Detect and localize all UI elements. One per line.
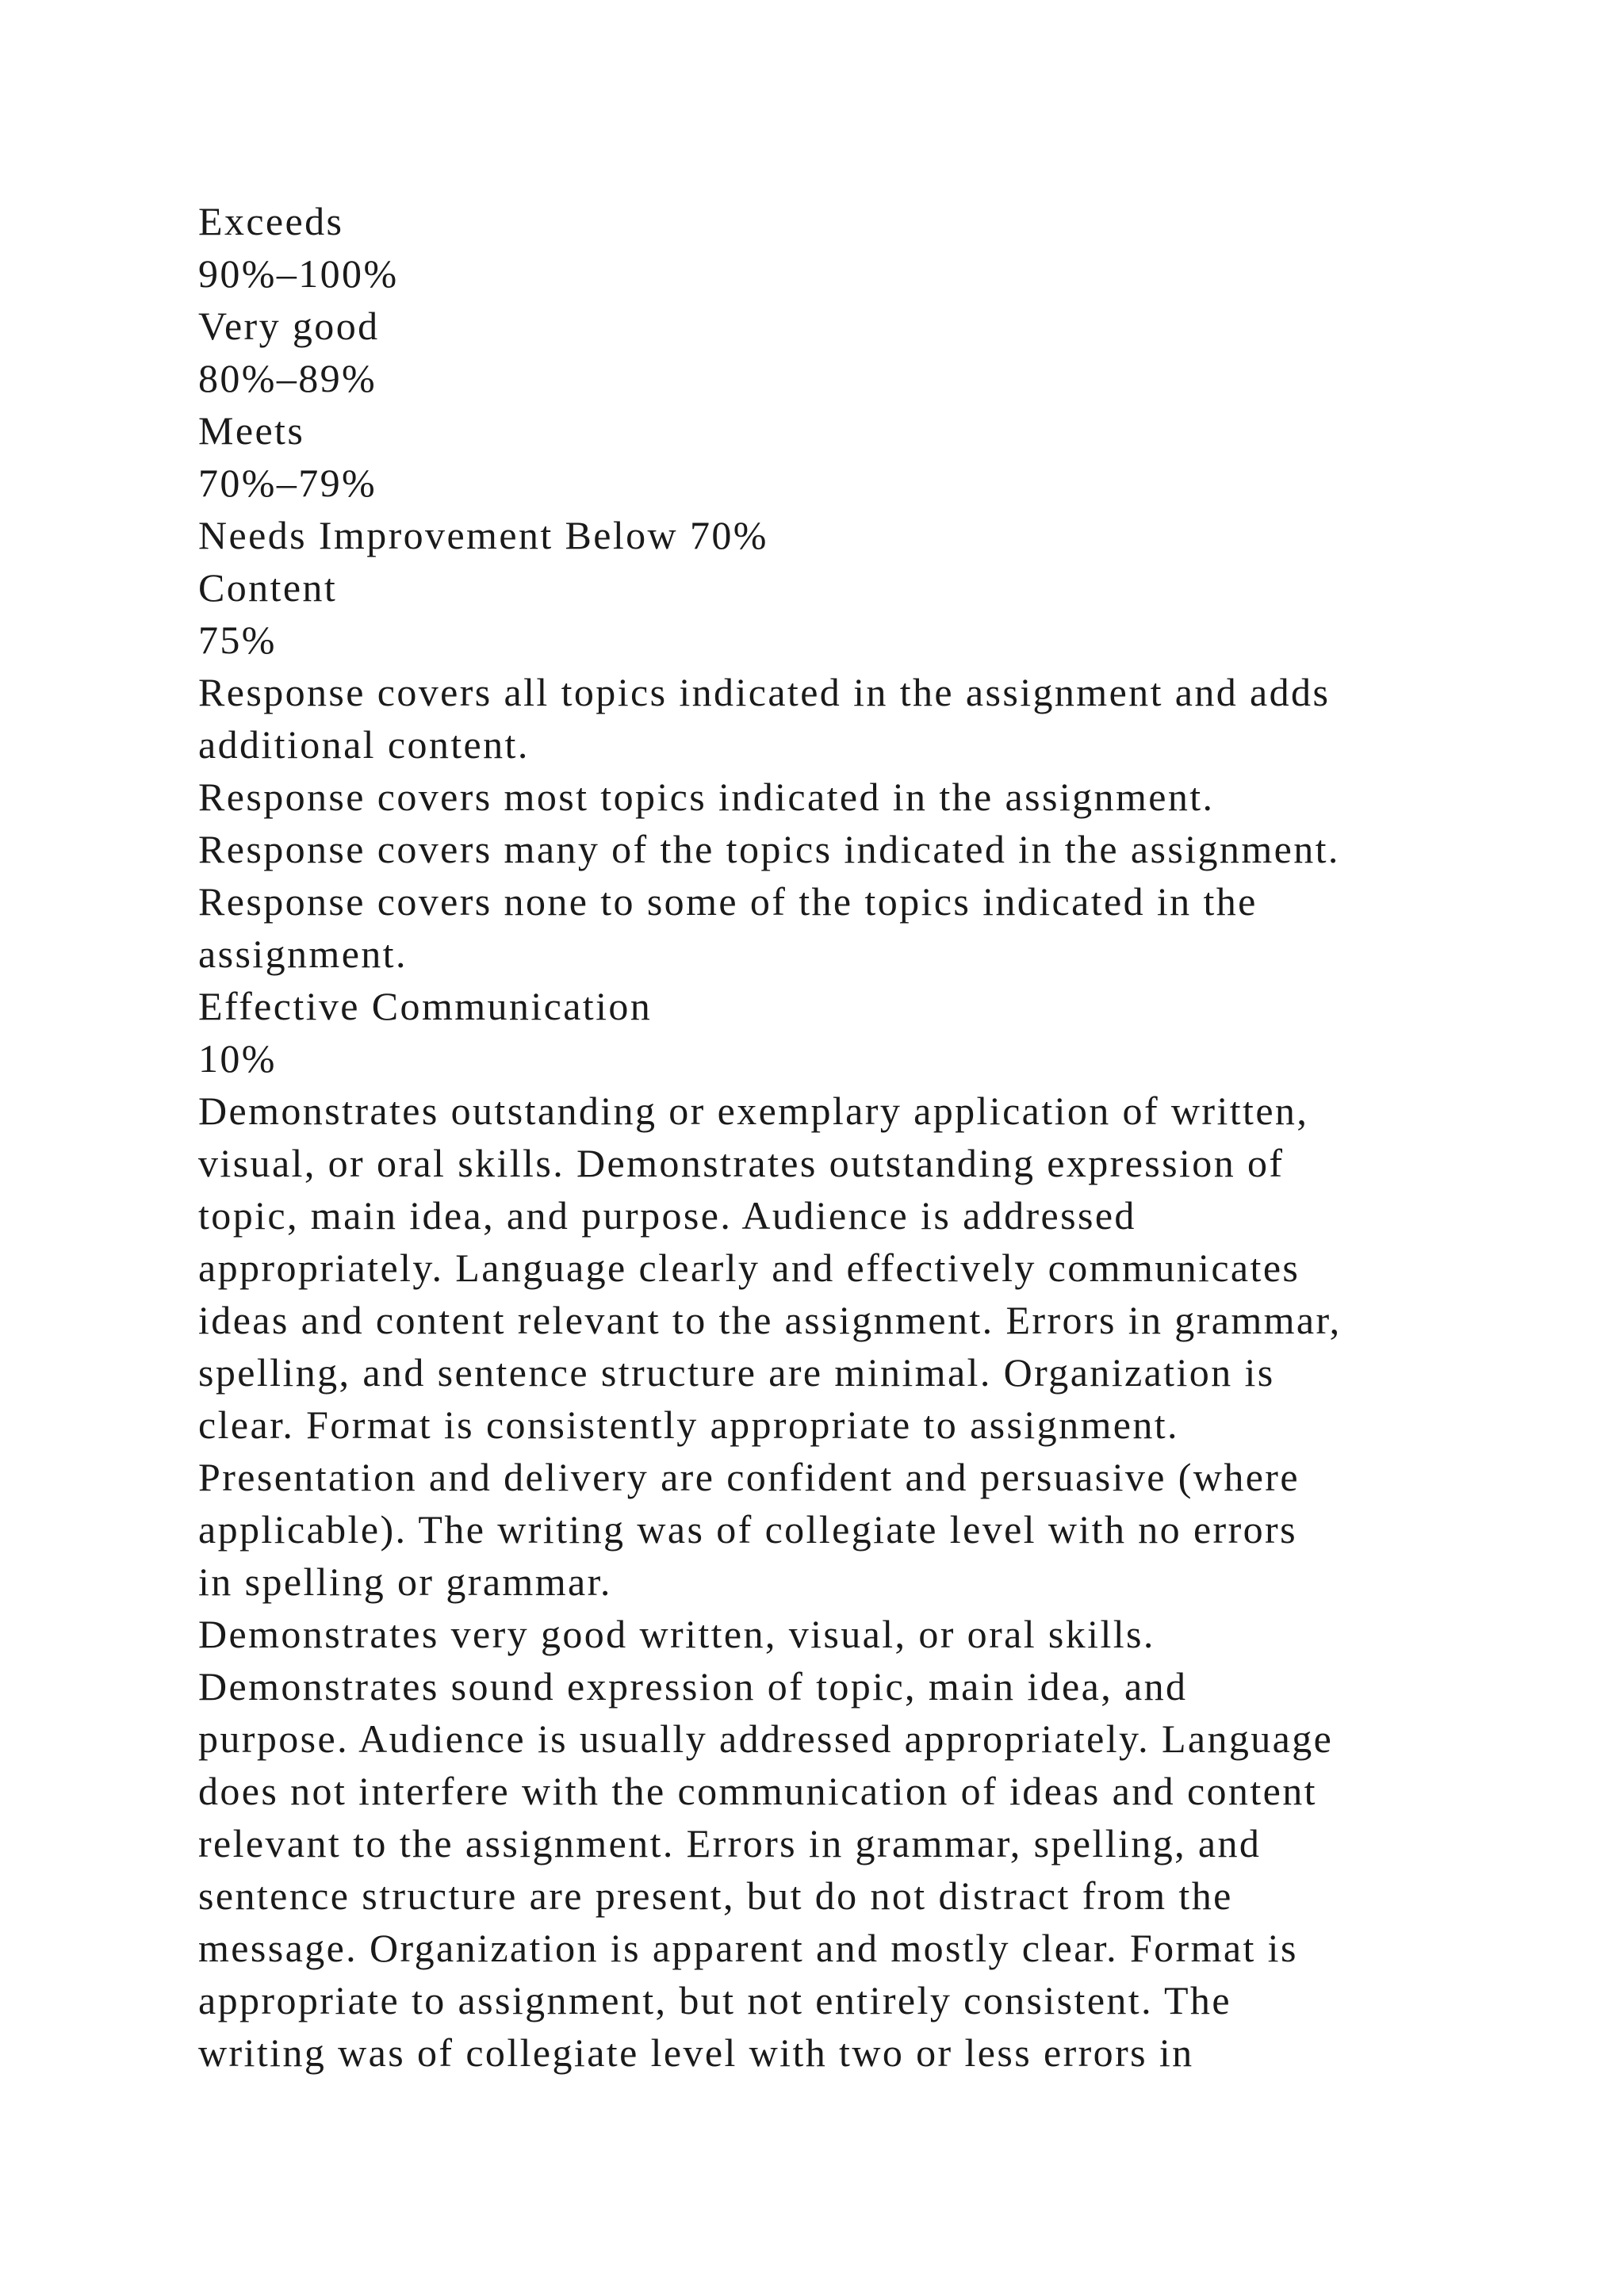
criterion-communication-weight: 10% bbox=[198, 1036, 277, 1081]
communication-very-good-text: Demonstrates very good written, visual, or oral skills. bbox=[198, 1612, 1155, 1656]
communication-very-good-text: writing was of collegiate level with two or less errors in bbox=[198, 2030, 1194, 2075]
communication-exceeds-text: in spelling or grammar. bbox=[198, 1559, 612, 1604]
criterion-content-title: Content bbox=[198, 565, 338, 610]
communication-very-good-text: relevant to the assignment. Errors in grammar, spelling, and bbox=[198, 1821, 1262, 1866]
rating-exceeds-range: 90%–100% bbox=[198, 251, 399, 296]
rating-needs-improvement: Needs Improvement Below 70% bbox=[198, 513, 768, 557]
content-meets-text: Response covers many of the topics indicated in the assignment. bbox=[198, 827, 1340, 871]
communication-exceeds-text: clear. Format is consistently appropriate to assignment. bbox=[198, 1402, 1179, 1447]
communication-exceeds-text: topic, main idea, and purpose. Audience is addressed bbox=[198, 1193, 1136, 1238]
content-exceeds-text: additional content. bbox=[198, 722, 530, 767]
content-needs-improvement-text: assignment. bbox=[198, 932, 408, 976]
rating-very-good-label: Very good bbox=[198, 304, 380, 348]
communication-very-good-text: sentence structure are present, but do not distract from the bbox=[198, 1873, 1233, 1918]
communication-very-good-text: message. Organization is apparent and mostly clear. Format is bbox=[198, 1926, 1298, 1970]
content-very-good-text: Response covers most topics indicated in the assignment. bbox=[198, 775, 1215, 819]
communication-exceeds-text: Demonstrates outstanding or exemplary application of written, bbox=[198, 1089, 1309, 1133]
communication-exceeds-text: ideas and content relevant to the assignment. Errors in grammar, bbox=[198, 1298, 1342, 1342]
communication-very-good-text: Demonstrates sound expression of topic, main idea, and bbox=[198, 1664, 1188, 1709]
communication-very-good-text: purpose. Audience is usually addressed appropriately. Language bbox=[198, 1716, 1334, 1761]
rating-very-good-range: 80%–89% bbox=[198, 356, 377, 400]
content-needs-improvement-text: Response covers none to some of the topics indicated in the bbox=[198, 879, 1258, 924]
communication-exceeds-text: spelling, and sentence structure are minimal. Organization is bbox=[198, 1350, 1275, 1395]
communication-very-good-text: appropriate to assignment, but not entirely consistent. The bbox=[198, 1978, 1231, 2022]
communication-exceeds-text: visual, or oral skills. Demonstrates outstanding expression of bbox=[198, 1141, 1285, 1185]
rating-exceeds-label: Exceeds bbox=[198, 199, 344, 243]
communication-exceeds-text: applicable). The writing was of collegiate level with no errors bbox=[198, 1507, 1297, 1552]
communication-exceeds-text: appropriately. Language clearly and effectively communicates bbox=[198, 1246, 1300, 1290]
rating-meets-label: Meets bbox=[198, 408, 305, 453]
criterion-content-weight: 75% bbox=[198, 618, 277, 662]
communication-very-good-text: does not interfere with the communication of ideas and content bbox=[198, 1769, 1317, 1813]
rating-meets-range: 70%–79% bbox=[198, 461, 377, 505]
criterion-communication-title: Effective Communication bbox=[198, 984, 653, 1028]
document-text bbox=[198, 195, 1451, 2079]
communication-exceeds-text: Presentation and delivery are confident and persuasive (where bbox=[198, 1455, 1300, 1499]
content-exceeds-text: Response covers all topics indicated in the assignment and adds bbox=[198, 670, 1331, 714]
